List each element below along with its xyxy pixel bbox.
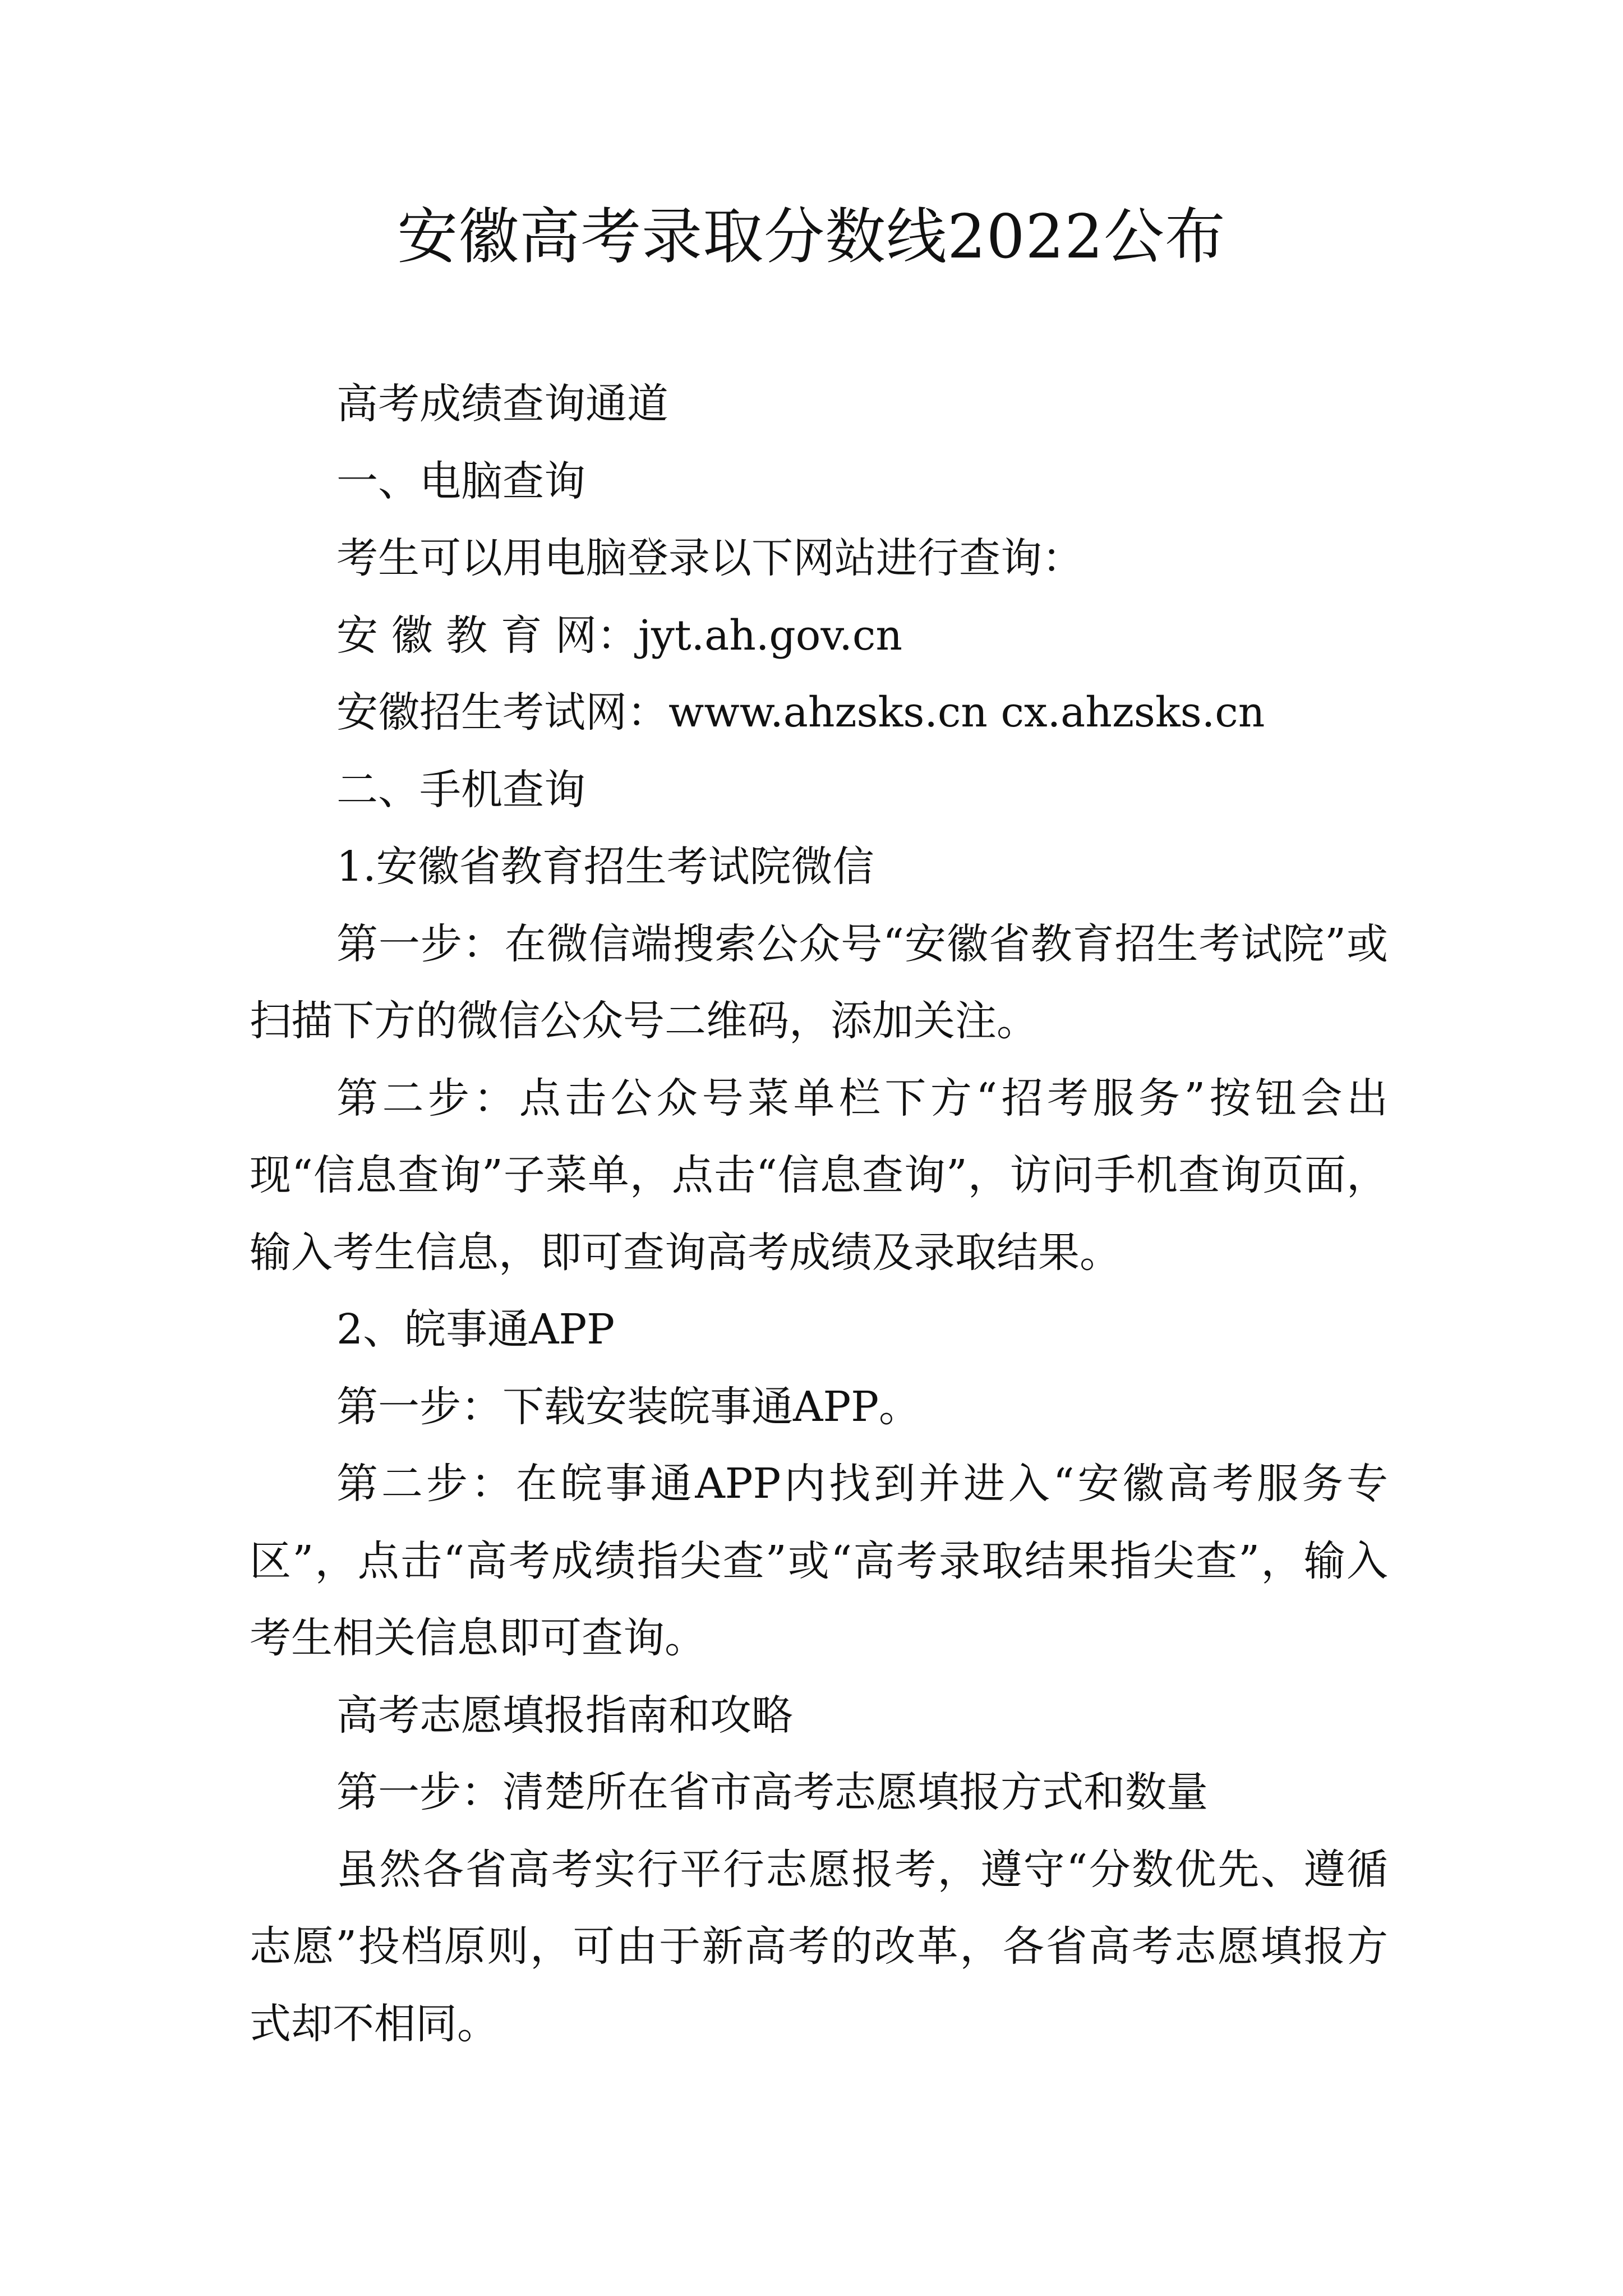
document-body <box>250 366 1388 2063</box>
paragraph-guide-step-one: 第一步：清楚所在省市高考志愿填报方式和数量 <box>336 1768 1208 1816</box>
paragraph-wechat-step-one: 第一步：在微信端搜索公众号“安徽省教育招生考试院”或扫描下方的微信公众号二维码，添加关注。 <box>250 919 1388 1045</box>
paragraph-computer-intro: 考生可以用电脑登录以下网站进行查询： <box>336 534 1083 582</box>
heading-wanshitong-app: 2、皖事通APP <box>336 1305 615 1354</box>
paragraph-app-step-one: 第一步：下载安装皖事通APP。 <box>336 1382 921 1431</box>
document-title: 安徽高考录取分数线2022公布 <box>397 202 1226 272</box>
heading-wechat-account: 1.安徽省教育招生考试院微信 <box>336 843 874 891</box>
paragraph-app-step-two: 第二步：在皖事通APP内找到并进入“安徽高考服务专区”，点击“高考成绩指尖查”或“高考录取结果指尖查”，输入考生相关信息即可查询。 <box>250 1460 1388 1662</box>
paragraph-parallel-application-note: 虽然各省高考实行平行志愿报考，遵守“分数优先、遵循志愿”投档原则，可由于新高考的改革，各省高考志愿填报方式却不相同。 <box>250 1845 1388 2048</box>
heading-mobile-query: 二、手机查询 <box>336 765 585 814</box>
paragraph-wechat-step-two: 第二步：点击公众号菜单栏下方“招考服务”按钮会出现“信息查询”子菜单，点击“信息查询”，访问手机查询页面，输入考生信息，即可查询高考成绩及录取结果。 <box>250 1074 1388 1277</box>
paragraph-anhui-education-site: 安 徽 教 育 网：jyt.ah.gov.cn <box>336 611 902 660</box>
heading-application-guide: 高考志愿填报指南和攻略 <box>336 1691 793 1740</box>
heading-computer-query: 一、电脑查询 <box>336 457 585 505</box>
paragraph-admissions-exam-site: 安徽招生考试网：www.ahzsks.cn cx.ahzsks.cn <box>336 688 1265 737</box>
heading-score-query-channels: 高考成绩查询通道 <box>336 380 668 428</box>
